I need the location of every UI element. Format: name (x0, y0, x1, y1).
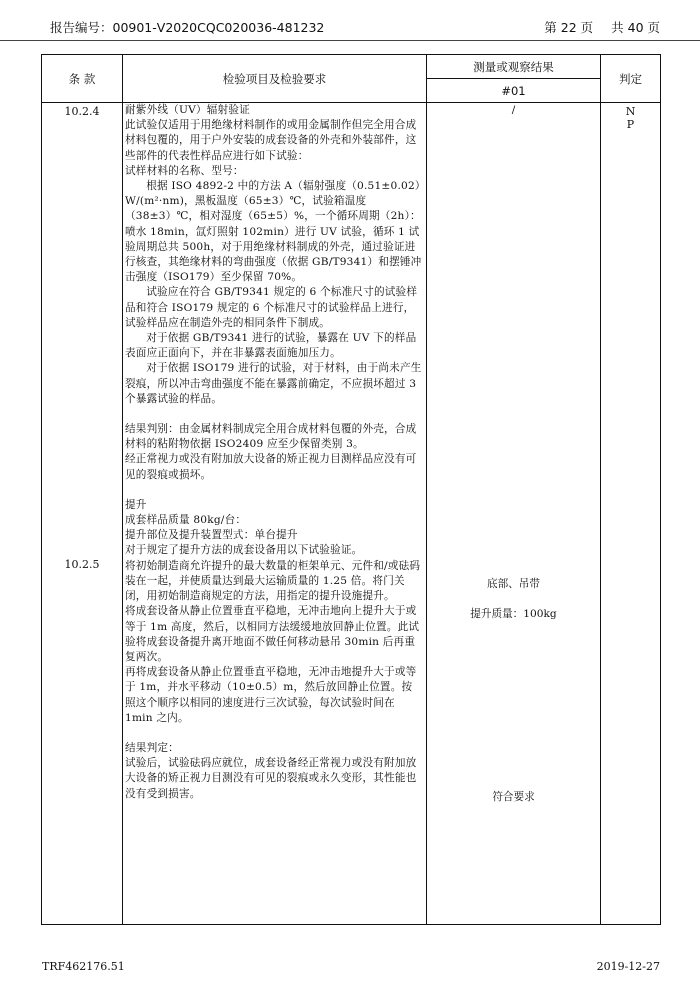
page-total: 共 40 页 (611, 20, 660, 35)
result-lift-conclusion: 符合要求 (492, 790, 535, 803)
verdict-10-2-5: P (626, 118, 635, 131)
uv-method: 根据 ISO 4892-2 中的方法 A（辐射强度（0.51±0.02）W/(m²·nm)，黑板温度（65±3）℃，试验箱温度（38±3）℃，相对湿度（65±5）%，一个循环周期（2h）：喷水 18min，氙灯照射 102min）进行 UV 试验，循环 1 试验周期总共 500h，对于用绝缘材料制成的外壳，通过验证进行核查，其绝缘材料的弯曲强度（依据 GB/T9341）和摆锤冲击强度（ISO179）至少保留 70%。 (125, 180, 422, 284)
lift-vertical: 将成套设备从静止位置垂直平稳地，无冲击地向上提升大于或等于 1m 高度，然后，以相同方法缓缓地放回静止位置。此试验将成套设备提升离开地面不做任何移动悬吊 30min 后再重复两次。 (125, 605, 420, 663)
verdict-cell (601, 103, 661, 925)
col-result-header: 测量或观察结果 (427, 55, 601, 79)
lift-title: 提升 (125, 498, 147, 511)
report-number: 报告编号：00901-V2020CQC020036-481232 (50, 20, 325, 35)
uv-sample-name: 试样材料的名称、型号： (125, 164, 244, 177)
lift-type: 提升部位及提升装置型式：单台提升 (125, 529, 298, 542)
inspection-table (41, 54, 661, 925)
uv-result-criterion: 结果判别：由金属材料制成完全用合成材料包覆的外壳，合成材料的粘附物依据 ISO2409 应至少保留类别 3。 (125, 423, 417, 451)
lift-scope: 对于规定了提升方法的成套设备用以下试验验证。 (125, 544, 363, 557)
lift-horizontal: 再将成套设备从静止位置垂直平稳地，无冲击地提升大于或等于 1m，并水平移动（10±0.5）m，然后放回静止位置。按照这个顺序以相同的速度进行三次试验，每次试验时间在 1min 之内。 (125, 666, 417, 724)
col-item-header: 检验项目及检验要求 (123, 55, 427, 103)
uv-gbt9341: 对于依据 GB/T9341 进行的试验，暴露在 UV 下的样品表面应正面向下，并在非暴露表面施加压力。 (125, 332, 417, 360)
uv-visual-check: 经正常视力或没有附加放大设备的矫正视力目测样品应没有可见的裂痕或损坏。 (125, 453, 417, 481)
verdict-10-2-4: N (625, 105, 636, 118)
lift-result-label: 结果判定： (125, 741, 179, 754)
col-verdict-header: 判定 (601, 55, 661, 103)
issue-date: 2019-12-27 (596, 960, 660, 973)
result-uv: / (511, 104, 516, 116)
lift-load: 将初始制造商允许提升的最大数量的柜架单元、元件和/或砝码装在一起，并使质量达到最大运输质量的 1.25 倍。将门关闭，用初始制造商规定的方法，用指定的提升设施提升。 (125, 559, 421, 603)
uv-title: 耐紫外线（UV）辐射验证 (125, 104, 250, 116)
col-sample-header: #01 (427, 79, 601, 103)
header-rule (0, 40, 700, 41)
col-clause-header: 条 款 (42, 55, 123, 103)
clause-10-2-4: 10.2.4 (64, 105, 100, 118)
uv-iso179: 对于依据 ISO179 进行的试验，对于材料，由于尚未产生裂痕，所以冲击弯曲强度不能在暴露前确定，不应损坏超过 3 个暴露试验的样品。 (125, 362, 422, 405)
result-lift-position: 底部、吊带 (487, 578, 540, 591)
lift-result-text: 试验后，试验砝码应就位，成套设备经正常视力或没有附加放大设备的矫正视力目测没有可见的裂痕或永久变形，其性能也没有受到损害。 (125, 757, 417, 800)
uv-scope: 此试验仅适用于用绝缘材料制作的或用金属制作但完全用合成材料包覆的，用于户外安装的成套设备的外壳和外装部件，这些部件的代表性样品应进行如下试验： (125, 119, 417, 162)
lift-mass: 成套样品质量 80kg/台： (125, 514, 247, 527)
form-number: TRF462176.51 (42, 960, 125, 973)
clause-cell (42, 103, 123, 925)
clause-10-2-5: 10.2.5 (64, 558, 100, 571)
requirements-cell (123, 103, 427, 925)
page-number: 第 22 页 (544, 20, 594, 35)
result-cell (427, 103, 601, 925)
result-lift-mass: 提升质量：100kg (470, 608, 557, 621)
page-indicator (530, 18, 660, 36)
uv-specimens: 试验应在符合 GB/T9341 规定的 6 个标准尺寸的试验样品和符合 ISO179 规定的 6 个标准尺寸的试验样品上进行，试验样品应在制造外壳的相同条件下制成。 (125, 286, 418, 329)
